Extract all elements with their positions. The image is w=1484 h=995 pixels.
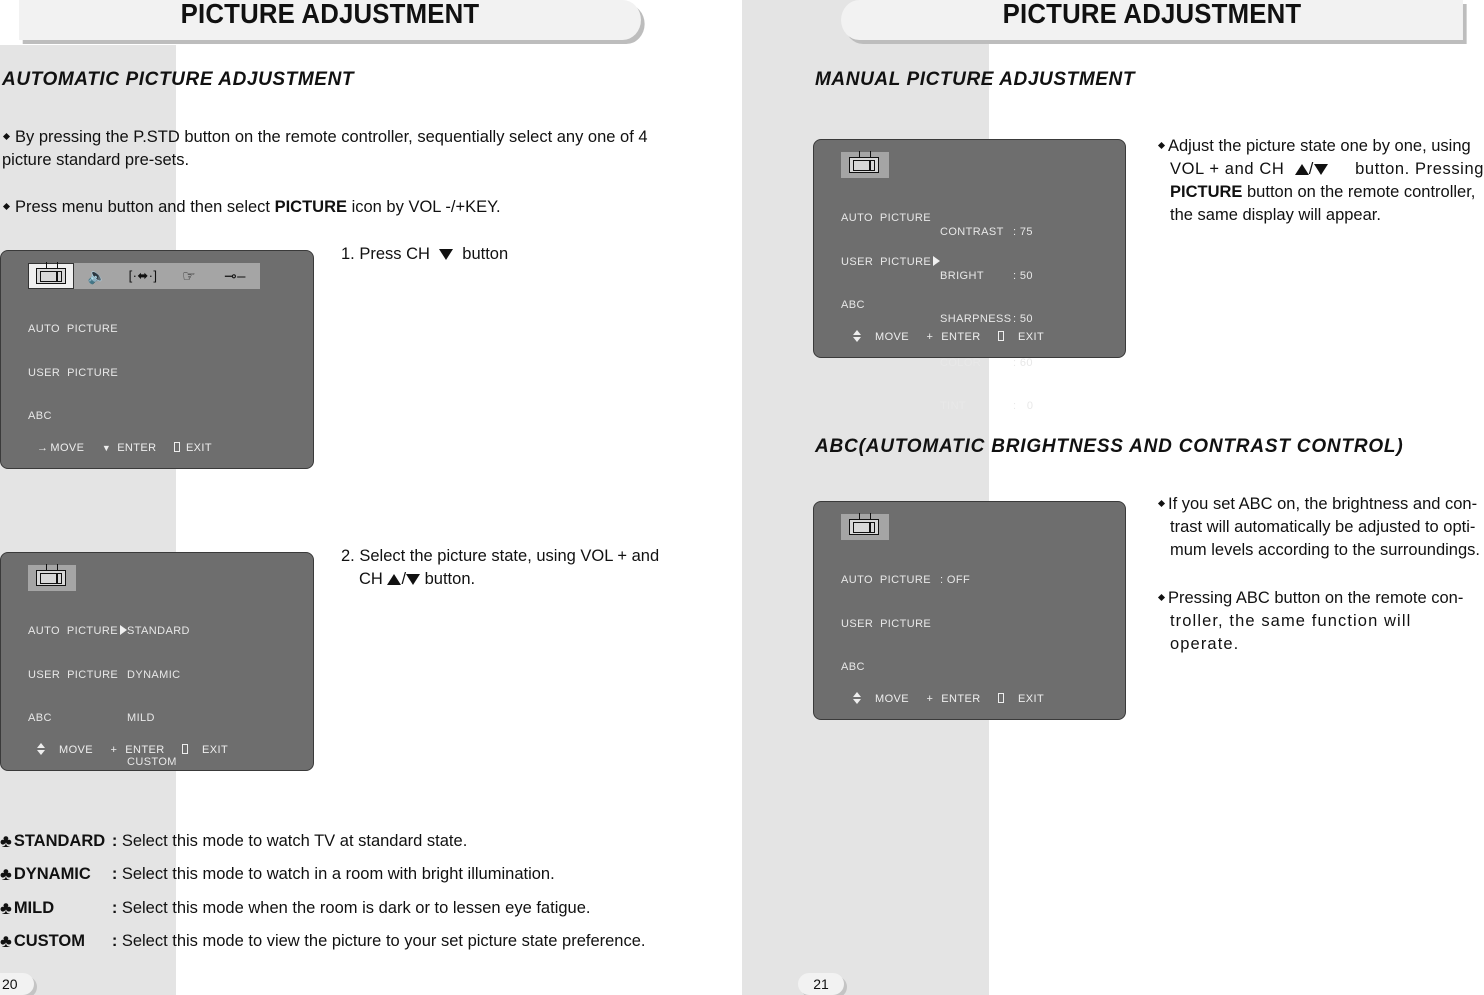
abc-description-1: If you set ABC on, the brightness and con- trast will automatically be adjusted to opti- mum levels according to the surroundings. bbox=[1157, 493, 1484, 562]
osd-icon-bar bbox=[28, 263, 260, 289]
up-down-icon bbox=[37, 743, 45, 755]
bullet-diamond-icon bbox=[3, 203, 10, 210]
osd-footer bbox=[853, 330, 1058, 343]
right-page-header bbox=[841, 0, 1463, 40]
setting-color-label: COLOR bbox=[940, 356, 982, 369]
bullet-diamond-icon bbox=[1158, 500, 1165, 507]
abc-description-2: Pressing ABC button on the remote con- troller, the same function will operate. bbox=[1157, 587, 1484, 656]
selected-arrow-icon bbox=[120, 625, 127, 635]
setting-bright-value: : 50 bbox=[1013, 269, 1033, 282]
down-arrow-icon: ▼ bbox=[101, 443, 112, 453]
exit-icon bbox=[182, 744, 188, 754]
footer-move: MOVE bbox=[50, 442, 85, 454]
osd-item-user-picture: USER PICTURE bbox=[28, 668, 119, 681]
osd-icon-bar bbox=[841, 152, 889, 178]
option-dynamic: DYNAMIC bbox=[127, 668, 181, 681]
osd-settings-labels bbox=[940, 196, 1011, 443]
setting-contrast-value: : 75 bbox=[1013, 226, 1033, 238]
bullet-diamond-icon bbox=[1158, 142, 1165, 149]
footer-exit: EXIT bbox=[1018, 693, 1045, 705]
left-bullet-1: By pressing the P.STD button on the remote controller, sequentially select any one of 4 picture standard pre-sets. bbox=[2, 128, 648, 169]
mode-custom: ♣ CUSTOM : Select this mode to view the picture to your set picture state preference. bbox=[0, 931, 646, 951]
osd-menu-list bbox=[841, 182, 940, 342]
step-1: 1. Press CH button bbox=[341, 245, 509, 263]
left-bullet-2: Press menu button and then select PICTURE icon by VOL -/+KEY. bbox=[2, 196, 672, 219]
footer-enter: ENTER bbox=[117, 442, 157, 454]
footer-exit: EXIT bbox=[1018, 331, 1045, 343]
osd-item-user-picture: USER PICTURE bbox=[841, 617, 932, 630]
setting-contrast-label: CONTRAST bbox=[940, 226, 1004, 238]
left-page-header bbox=[19, 0, 641, 40]
option-mild: MILD bbox=[127, 712, 155, 724]
osd-mode-options bbox=[127, 595, 190, 798]
osd-icon-bar bbox=[28, 565, 76, 591]
setting-tint-value: : 0 bbox=[1013, 400, 1034, 412]
footer-move: MOVE bbox=[875, 693, 909, 705]
footer-move: MOVE bbox=[59, 744, 93, 756]
mode-dynamic: ♣ DYNAMIC : Select this mode to watch in a room with bright illumination. bbox=[0, 864, 555, 884]
up-down-icon bbox=[853, 692, 861, 704]
setting-bright-label: BRIGHT bbox=[940, 269, 984, 282]
exit-icon bbox=[998, 331, 1004, 341]
club-bullet-icon: ♣ bbox=[0, 831, 12, 851]
club-bullet-icon: ♣ bbox=[0, 864, 12, 884]
left-gray-band bbox=[0, 45, 176, 995]
picture-tv-icon bbox=[28, 263, 74, 289]
picture-tv-icon bbox=[28, 565, 74, 591]
osd-screen-menu bbox=[0, 250, 314, 469]
osd-settings-values bbox=[1013, 196, 1033, 443]
footer-move: MOVE bbox=[875, 331, 909, 343]
up-down-icon bbox=[853, 330, 861, 342]
footer-exit: EXIT bbox=[185, 442, 212, 454]
screen-size-icon: [·⬌·] bbox=[128, 268, 158, 283]
page-number-left: 20 bbox=[0, 973, 34, 995]
setting-sharpness-value: : 50 bbox=[1013, 313, 1033, 325]
footer-enter: ENTER bbox=[941, 693, 981, 705]
osd-screen-manual bbox=[813, 139, 1126, 412]
left-header-text: PICTURE ADJUSTMENT bbox=[180, 0, 480, 29]
abc-value: : OFF bbox=[940, 574, 971, 586]
ch-down-icon bbox=[1314, 164, 1328, 175]
plus-icon: + bbox=[926, 331, 934, 343]
abc-section-title: ABC(AUTOMATIC BRIGHTNESS AND CONTRAST CONTROL) bbox=[815, 436, 1404, 457]
picture-tv-icon bbox=[841, 514, 887, 540]
osd-icon-bar bbox=[841, 514, 889, 540]
ch-up-icon bbox=[1295, 164, 1309, 175]
manual-section-title: MANUAL PICTURE ADJUSTMENT bbox=[815, 69, 1136, 90]
page-number-right: 21 bbox=[798, 973, 844, 995]
osd-item-abc: ABC bbox=[28, 712, 52, 724]
ch-down-icon bbox=[406, 574, 420, 585]
osd-item-auto-picture: AUTO PICTURE bbox=[28, 323, 118, 335]
osd-footer bbox=[37, 743, 242, 756]
osd-item-abc: ABC bbox=[841, 299, 865, 311]
picture-tv-icon bbox=[841, 152, 887, 178]
plus-icon: + bbox=[110, 744, 118, 756]
exit-icon bbox=[998, 693, 1004, 703]
club-bullet-icon: ♣ bbox=[0, 931, 12, 951]
osd-menu-list bbox=[28, 293, 118, 453]
osd-item-auto-picture: AUTO PICTURE bbox=[841, 574, 931, 586]
footer-enter: ENTER bbox=[125, 744, 165, 756]
setting-sharpness-label: SHARPNESS bbox=[940, 313, 1012, 325]
right-header-text: PICTURE ADJUSTMENT bbox=[1002, 0, 1302, 29]
club-bullet-icon: ♣ bbox=[0, 898, 12, 918]
osd-menu-list bbox=[841, 544, 934, 705]
osd-item-user-picture: USER PICTURE bbox=[841, 255, 932, 268]
manual-description: Adjust the picture state one by one, using VOL + and CH / button. Pressing PICTURE button on the remote controller, the same display will appear. bbox=[1157, 135, 1484, 227]
osd-item-user-picture: USER PICTURE bbox=[28, 366, 119, 379]
osd-menu-list bbox=[28, 595, 127, 755]
function-hand-icon: ☞ bbox=[182, 268, 196, 285]
exit-icon bbox=[174, 442, 180, 452]
osd-item-abc: ABC bbox=[28, 410, 52, 422]
step-2: 2. Select the picture state, using VOL + and CH / button. bbox=[341, 547, 660, 588]
mode-mild: ♣ MILD : Select this mode when the room is dark or to lessen eye fatigue. bbox=[0, 898, 591, 918]
bullet-diamond-icon bbox=[1158, 594, 1165, 601]
osd-screen-picture-mode bbox=[0, 552, 314, 771]
footer-enter: ENTER bbox=[941, 331, 981, 343]
footer-exit: EXIT bbox=[202, 744, 229, 756]
option-standard: STANDARD bbox=[127, 625, 190, 637]
setting-color-value: : 60 bbox=[1013, 356, 1033, 369]
bullet-diamond-icon bbox=[3, 133, 10, 140]
osd-screen-abc bbox=[813, 501, 1126, 720]
plus-icon: + bbox=[926, 693, 934, 705]
left-section-title: AUTOMATIC PICTURE ADJUSTMENT bbox=[2, 69, 355, 90]
sound-icon: 🔈 bbox=[87, 268, 107, 285]
setting-tint-label: TINT bbox=[940, 400, 967, 412]
key-lock-icon: ⊸– bbox=[224, 268, 246, 285]
mode-standard: ♣ STANDARD : Select this mode to watch TV at standard state. bbox=[0, 831, 468, 851]
osd-item-auto-picture: AUTO PICTURE bbox=[28, 625, 118, 637]
right-arrow-icon: → bbox=[37, 442, 49, 454]
option-custom: CUSTOM bbox=[127, 755, 177, 768]
osd-footer bbox=[37, 442, 226, 454]
ch-up-icon bbox=[387, 574, 401, 585]
ch-down-icon bbox=[439, 249, 453, 260]
osd-item-auto-picture: AUTO PICTURE bbox=[841, 212, 931, 224]
osd-footer bbox=[853, 692, 1058, 705]
osd-item-abc: ABC bbox=[841, 661, 865, 673]
